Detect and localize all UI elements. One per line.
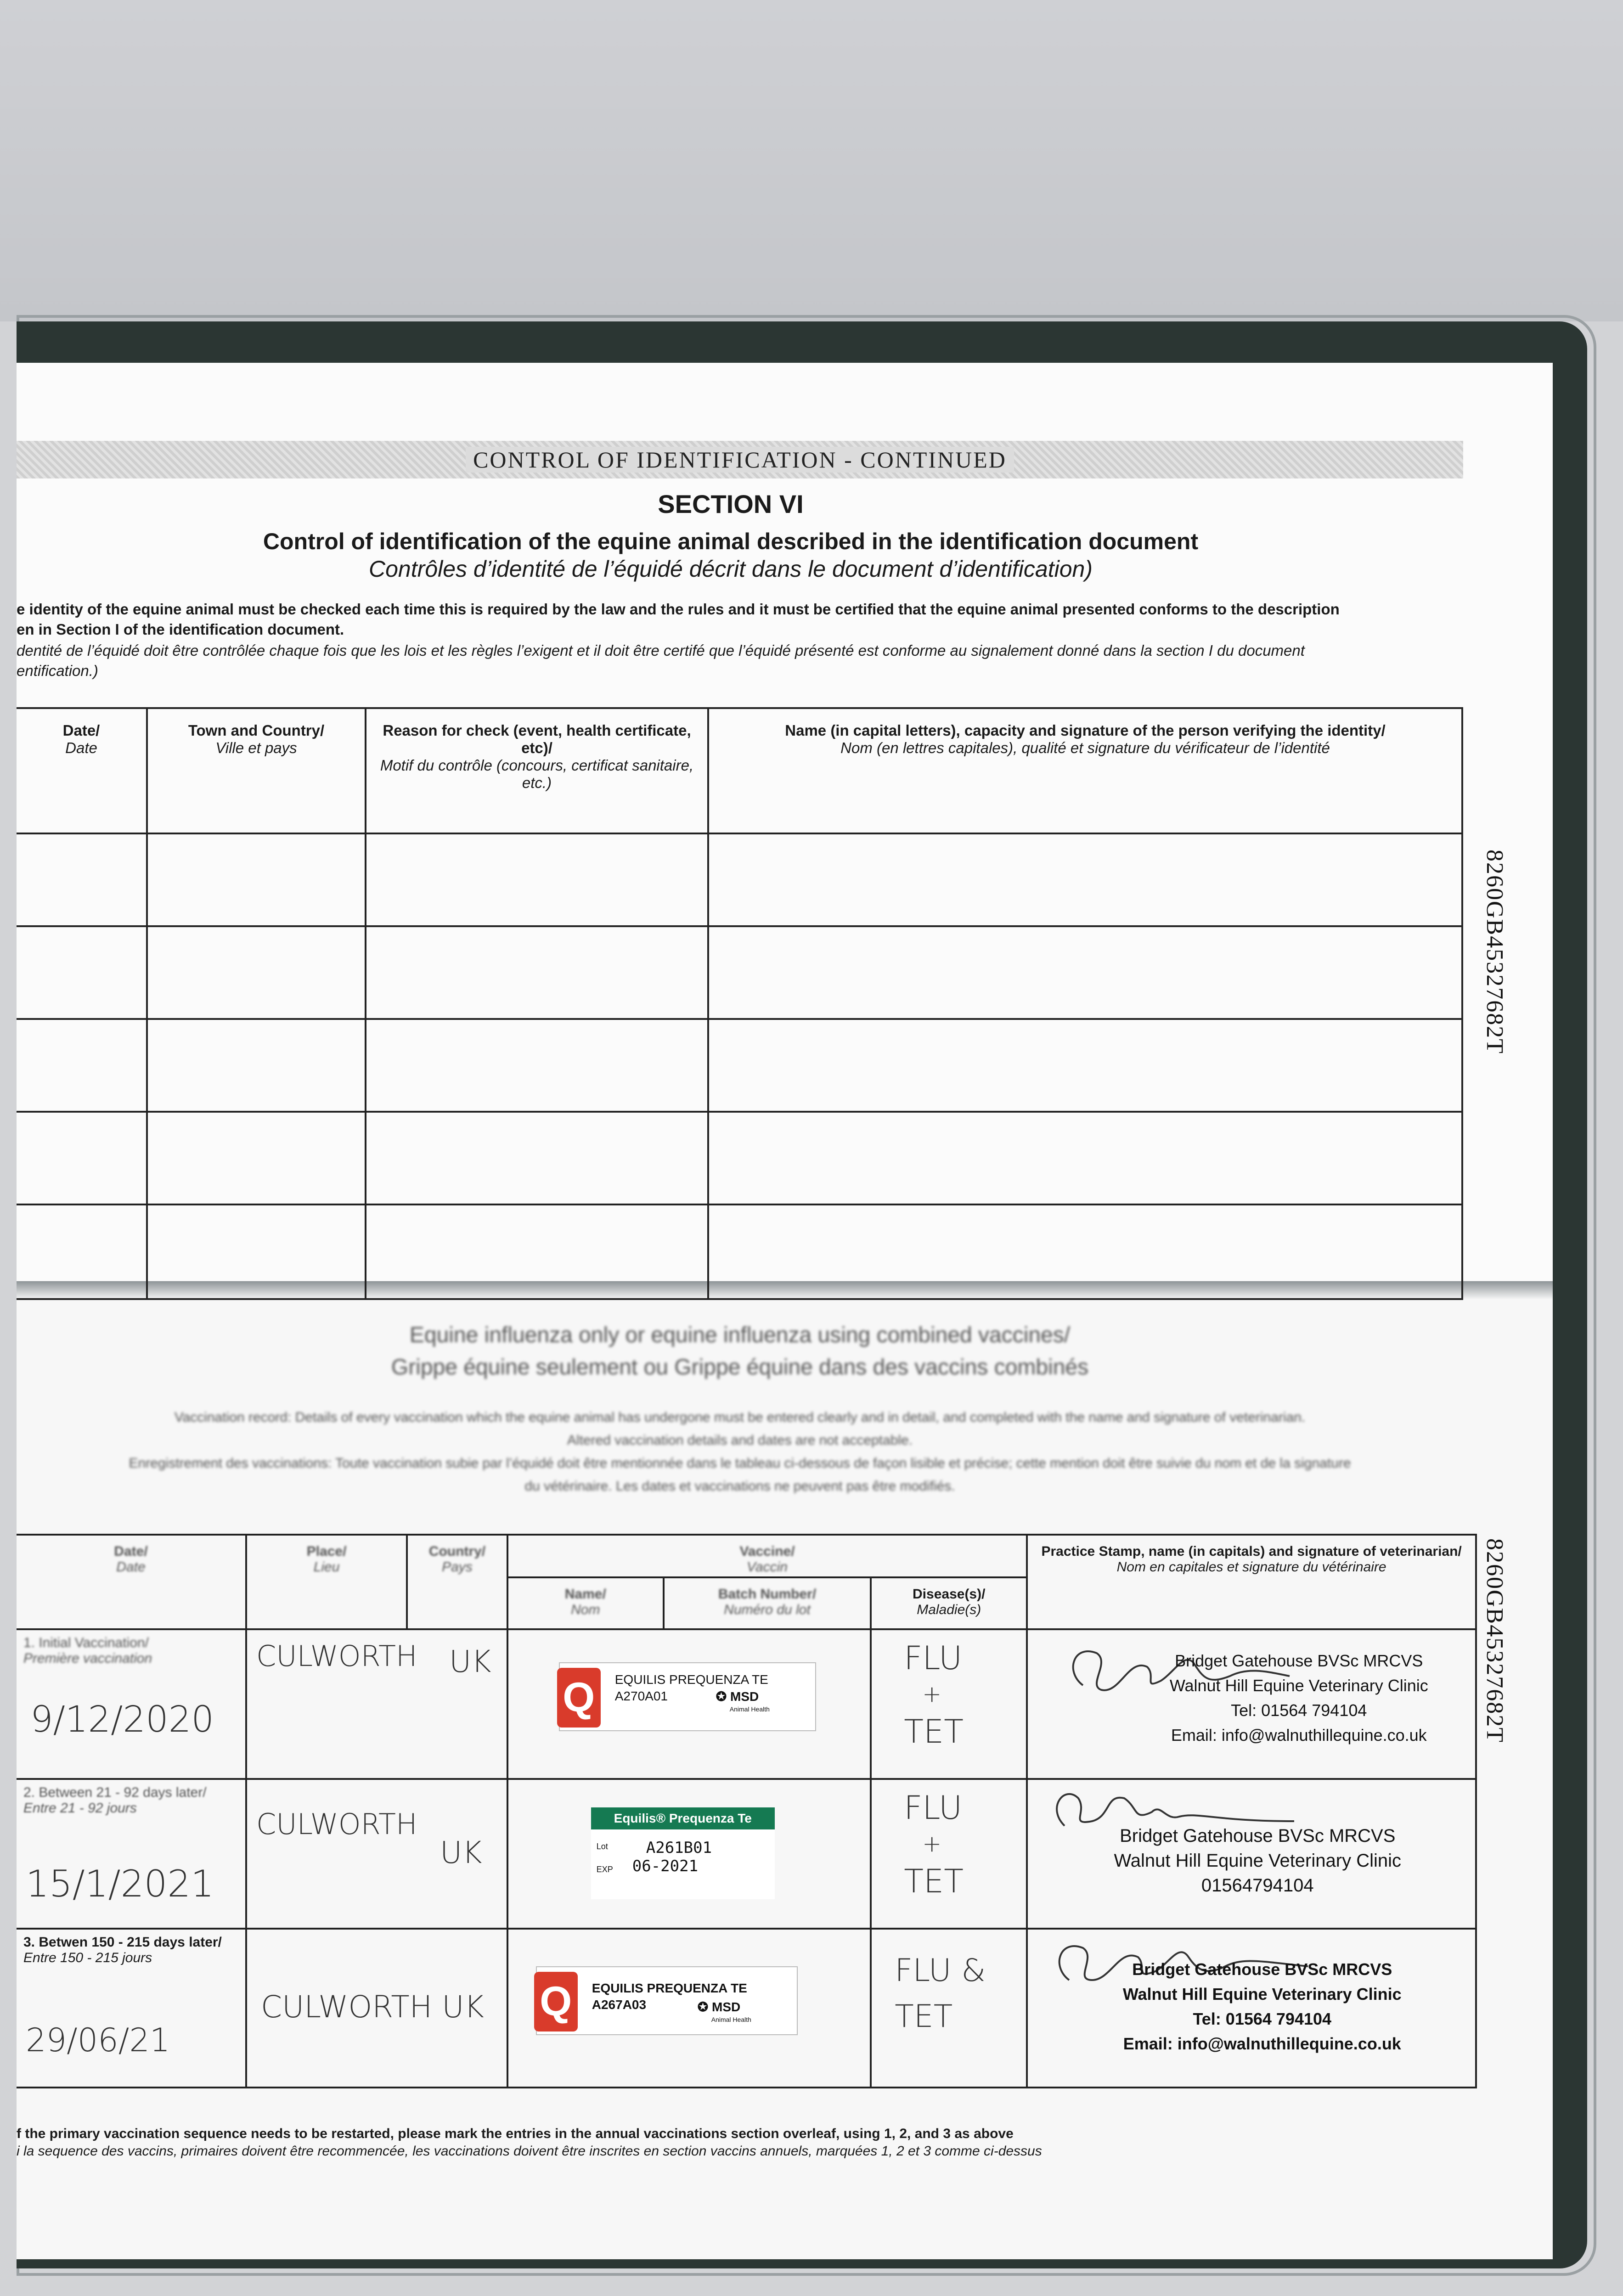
row1-place: CULWORTH — [256, 1639, 417, 1673]
row3-vet-stamp — [1092, 1957, 1432, 2056]
section-heading: SECTION VI — [658, 490, 804, 518]
cell[interactable] — [366, 1019, 708, 1112]
row3-vet-name: Bridget Gatehouse BVSc MRCVS — [1132, 1960, 1392, 1979]
cell[interactable] — [17, 926, 147, 1019]
row2-date: 15/1/2021 — [26, 1863, 214, 1905]
vac-header-disease: Disease(s)/ Maladie(s) — [871, 1577, 1027, 1629]
row3-label: 3. Betwen 150 - 215 days later/ Entre 150 - 215 jours — [23, 1935, 222, 1965]
row2-vaccine-cell[interactable] — [507, 1779, 871, 1929]
vaccination-title-fr-blurred: Grippe équine seulement ou Grippe équine dans des vaccins combinés — [391, 1355, 1089, 1379]
row3-clinic: Walnut Hill Equine Veterinary Clinic — [1122, 1985, 1402, 2003]
cell[interactable] — [708, 1019, 1462, 1112]
header-reason: Reason for check (event, health certificate, etc)/ Motif du contrôle (concours, certificat sanitaire, etc.) — [366, 708, 708, 833]
intro-fr-line-2: entification.) — [17, 662, 98, 679]
row3-vaccine-cell[interactable] — [507, 1929, 871, 2088]
row3-stamp-cell[interactable] — [1027, 1929, 1476, 2088]
document-number-lower: 8260GB45327682T — [1482, 1538, 1508, 1743]
row2-place-cell[interactable] — [246, 1779, 507, 1929]
row3-maker: ✪ MSD — [697, 2000, 741, 2014]
table-header-row — [17, 708, 1462, 833]
identification-check-table — [17, 707, 1463, 1300]
row3-place-cell[interactable] — [246, 1929, 507, 2088]
cell[interactable] — [366, 833, 708, 926]
cell[interactable] — [147, 1112, 366, 1204]
row2-exp-label: EXP — [596, 1865, 613, 1874]
cell[interactable] — [17, 1112, 147, 1204]
row3-batch: A267A03 — [592, 1998, 647, 2012]
row1-stamp-cell[interactable] — [1027, 1629, 1476, 1779]
cell[interactable] — [147, 1204, 366, 1299]
row2-country: UK — [440, 1835, 482, 1870]
row2-date-cell[interactable] — [17, 1779, 246, 1929]
page-title-fr: Contrôles d’identité de l’équidé décrit dans le document d’identification) — [369, 556, 1093, 582]
row1-date-cell[interactable] — [17, 1629, 246, 1779]
vaccination-row-2 — [17, 1779, 1476, 1929]
intro-fr-line-1: dentité de l’équidé doit être contrôlée chaque fois que les lois et les règles l’exigent et il doit être certifé que l’équidé présenté est conforme au signalement donné dans la section I du document — [17, 642, 1305, 659]
cell[interactable] — [708, 1112, 1462, 1204]
row1-clinic: Walnut Hill Equine Veterinary Clinic — [1169, 1676, 1428, 1695]
vaccination-intro-blurred-2: Altered vaccination details and dates are not acceptable. — [567, 1433, 913, 1448]
vac-header-date: Date/ Date — [17, 1535, 246, 1629]
cell[interactable] — [17, 1204, 147, 1299]
cell[interactable] — [708, 1204, 1462, 1299]
row1-disease-1: FLU — [904, 1639, 963, 1677]
page-title: Control of identification of the equine animal described in the identification document — [263, 529, 1199, 554]
row2-stamp-cell[interactable] — [1027, 1779, 1476, 1929]
header-town-country: Town and Country/ Ville et pays — [147, 708, 366, 833]
row2-vaccine-label — [591, 1807, 775, 1899]
vac-header-place: Place/ Lieu — [246, 1535, 407, 1629]
row1-disease-cell[interactable] — [871, 1629, 1027, 1779]
row1-disease-2: + — [922, 1681, 942, 1707]
row3-disease-1: FLU & — [895, 1953, 986, 1989]
intro-fr — [17, 641, 1463, 681]
row3-email: Email: info@walnuthillequine.co.uk — [1123, 2034, 1401, 2053]
header-date: Date/ Date — [17, 708, 147, 833]
row1-maker: ✪ MSD — [716, 1689, 759, 1704]
vaccination-intro-blurred-3: Enregistrement des vaccinations: Toute vaccination subie par l’équidé doit être mentionnée dans le tableau ci-dessous de façon lisible et précise; cette mention doit être suivie du nom et de la signature — [129, 1456, 1351, 1471]
row2-vet-stamp — [1083, 1823, 1432, 1898]
row3-vaccine-name: EQUILIS PREQUENZA TE — [592, 1981, 747, 1995]
row1-vaccine-name: EQUILIS PREQUENZA TE — [614, 1672, 768, 1687]
row1-disease-3: TET — [904, 1713, 964, 1750]
row2-vet-name: Bridget Gatehouse BVSc MRCVS — [1120, 1826, 1396, 1846]
row2-disease-2: + — [922, 1830, 942, 1857]
vaccine-logo-q-icon: Q — [534, 1972, 578, 2032]
row1-country: UK — [449, 1644, 491, 1679]
vac-header-name: Name/ Nom — [507, 1577, 664, 1629]
vac-header-stamp: Practice Stamp, name (in capitals) and signature of veterinarian/ Nom en capitales et signature du vétérinaire — [1027, 1535, 1476, 1629]
vac-header-batch: Batch Number/ Numéro du lot — [664, 1577, 871, 1629]
cell[interactable] — [147, 926, 366, 1019]
row2-disease-3: TET — [904, 1863, 964, 1900]
row1-tel: Tel: 01564 794104 — [1231, 1701, 1367, 1720]
section-banner — [17, 441, 1463, 478]
row2-batch: A261B01 — [646, 1839, 712, 1857]
cell[interactable] — [366, 1204, 708, 1299]
scanner-background — [0, 0, 1623, 321]
vac-header-row — [17, 1535, 1476, 1577]
table-row — [17, 1112, 1462, 1204]
vaccine-logo-q-icon: Q — [557, 1668, 601, 1728]
vac-header-country: Country/ Pays — [407, 1535, 507, 1629]
row1-vaccine-label — [559, 1662, 816, 1731]
row1-place-cell[interactable] — [246, 1629, 507, 1779]
footer-note-fr: i la sequence des vaccins, primaires doivent être recommencée, les vaccinations doivent être inscrites en section vaccins annuels, marquées 1, 2 et 3 comme ci-dessus — [17, 2144, 1042, 2159]
row3-tel: Tel: 01564 794104 — [1193, 2009, 1332, 2028]
row2-tel: 01564794104 — [1201, 1875, 1314, 1896]
row3-vaccine-label — [536, 1966, 798, 2035]
vaccination-row-3 — [17, 1929, 1476, 2088]
row2-expiry: 06-2021 — [632, 1857, 699, 1875]
row1-label: 1. Initial Vaccination/ Première vaccination — [23, 1635, 152, 1666]
row3-maker-sub: Animal Health — [711, 2016, 751, 2023]
vaccination-row-1 — [17, 1629, 1476, 1779]
vac-header-vaccine: Vaccine/ Vaccin — [507, 1535, 1027, 1577]
vaccination-intro-blurred-4: du vétérinaire. Les dates et vaccinations ne peuvent pas être modifiés. — [524, 1479, 955, 1494]
row2-vaccine-name: Equilis® Prequenza Te — [591, 1807, 775, 1829]
footer-note-en: f the primary vaccination sequence needs to be restarted, please mark the entries in the annual vaccinations section overleaf, using 1, 2, and 3 as above — [17, 2126, 1014, 2141]
row1-batch: A270A01 — [614, 1689, 668, 1703]
cell[interactable] — [147, 833, 366, 926]
row2-disease-cell[interactable] — [871, 1779, 1027, 1929]
cell[interactable] — [708, 926, 1462, 1019]
table-row — [17, 833, 1462, 926]
vaccination-intro-blurred-1: Vaccination record: Details of every vaccination which the equine animal has undergone must be entered clearly and in detail, and completed with the name and signature of veterinarian. — [174, 1410, 1306, 1425]
cell[interactable] — [147, 1019, 366, 1112]
row1-date: 9/12/2020 — [30, 1699, 214, 1740]
vaccination-title-blurred: Equine influenza only or equine influenza using combined vaccines/ — [409, 1323, 1071, 1347]
cell[interactable] — [17, 1019, 147, 1112]
cell[interactable] — [708, 833, 1462, 926]
row2-place: CULWORTH — [256, 1807, 417, 1841]
row2-lot-label: Lot — [596, 1842, 608, 1851]
row2-clinic: Walnut Hill Equine Veterinary Clinic — [1114, 1851, 1401, 1871]
table-row — [17, 1019, 1462, 1112]
vaccination-table — [17, 1534, 1477, 2088]
cell[interactable] — [366, 1112, 708, 1204]
table-row — [17, 1204, 1462, 1299]
row3-date: 29/06/21 — [26, 2021, 170, 2059]
header-verifier: Name (in capital letters), capacity and signature of the person verifying the identity/ Nom (en lettres capitales), qualité et signature du vérificateur de l’identité — [708, 708, 1462, 833]
row2-disease-1: FLU — [904, 1789, 963, 1827]
cell[interactable] — [366, 926, 708, 1019]
row1-vet-name: Bridget Gatehouse BVSc MRCVS — [1175, 1651, 1423, 1670]
row1-maker-sub: Animal Health — [729, 1705, 770, 1713]
document-number-upper: 8260GB45327682T — [1482, 850, 1508, 1054]
row1-email: Email: info@walnuthillequine.co.uk — [1171, 1726, 1427, 1745]
intro-en-line-1: e identity of the equine animal must be checked each time this is required by the law and the rules and it must be certified that the equine animal presented conforms to the description — [17, 601, 1340, 618]
row1-vaccine-cell[interactable] — [507, 1629, 871, 1779]
banner-text: CONTROL OF IDENTIFICATION - CONTINUED — [466, 447, 1014, 473]
intro-en — [17, 599, 1463, 640]
intro-en-line-2: en in Section I of the identification document. — [17, 621, 344, 638]
row2-label: 2. Between 21 - 92 days later/ Entre 21 - 92 jours — [23, 1785, 207, 1816]
row1-vet-stamp — [1138, 1649, 1460, 1748]
table-row — [17, 926, 1462, 1019]
cell[interactable] — [17, 833, 147, 926]
row3-disease-cell[interactable] — [871, 1929, 1027, 2088]
row3-disease-2: TET — [895, 1998, 953, 2035]
row3-place: CULWORTH UK — [260, 1989, 484, 2025]
row3-date-cell[interactable] — [17, 1929, 246, 2088]
